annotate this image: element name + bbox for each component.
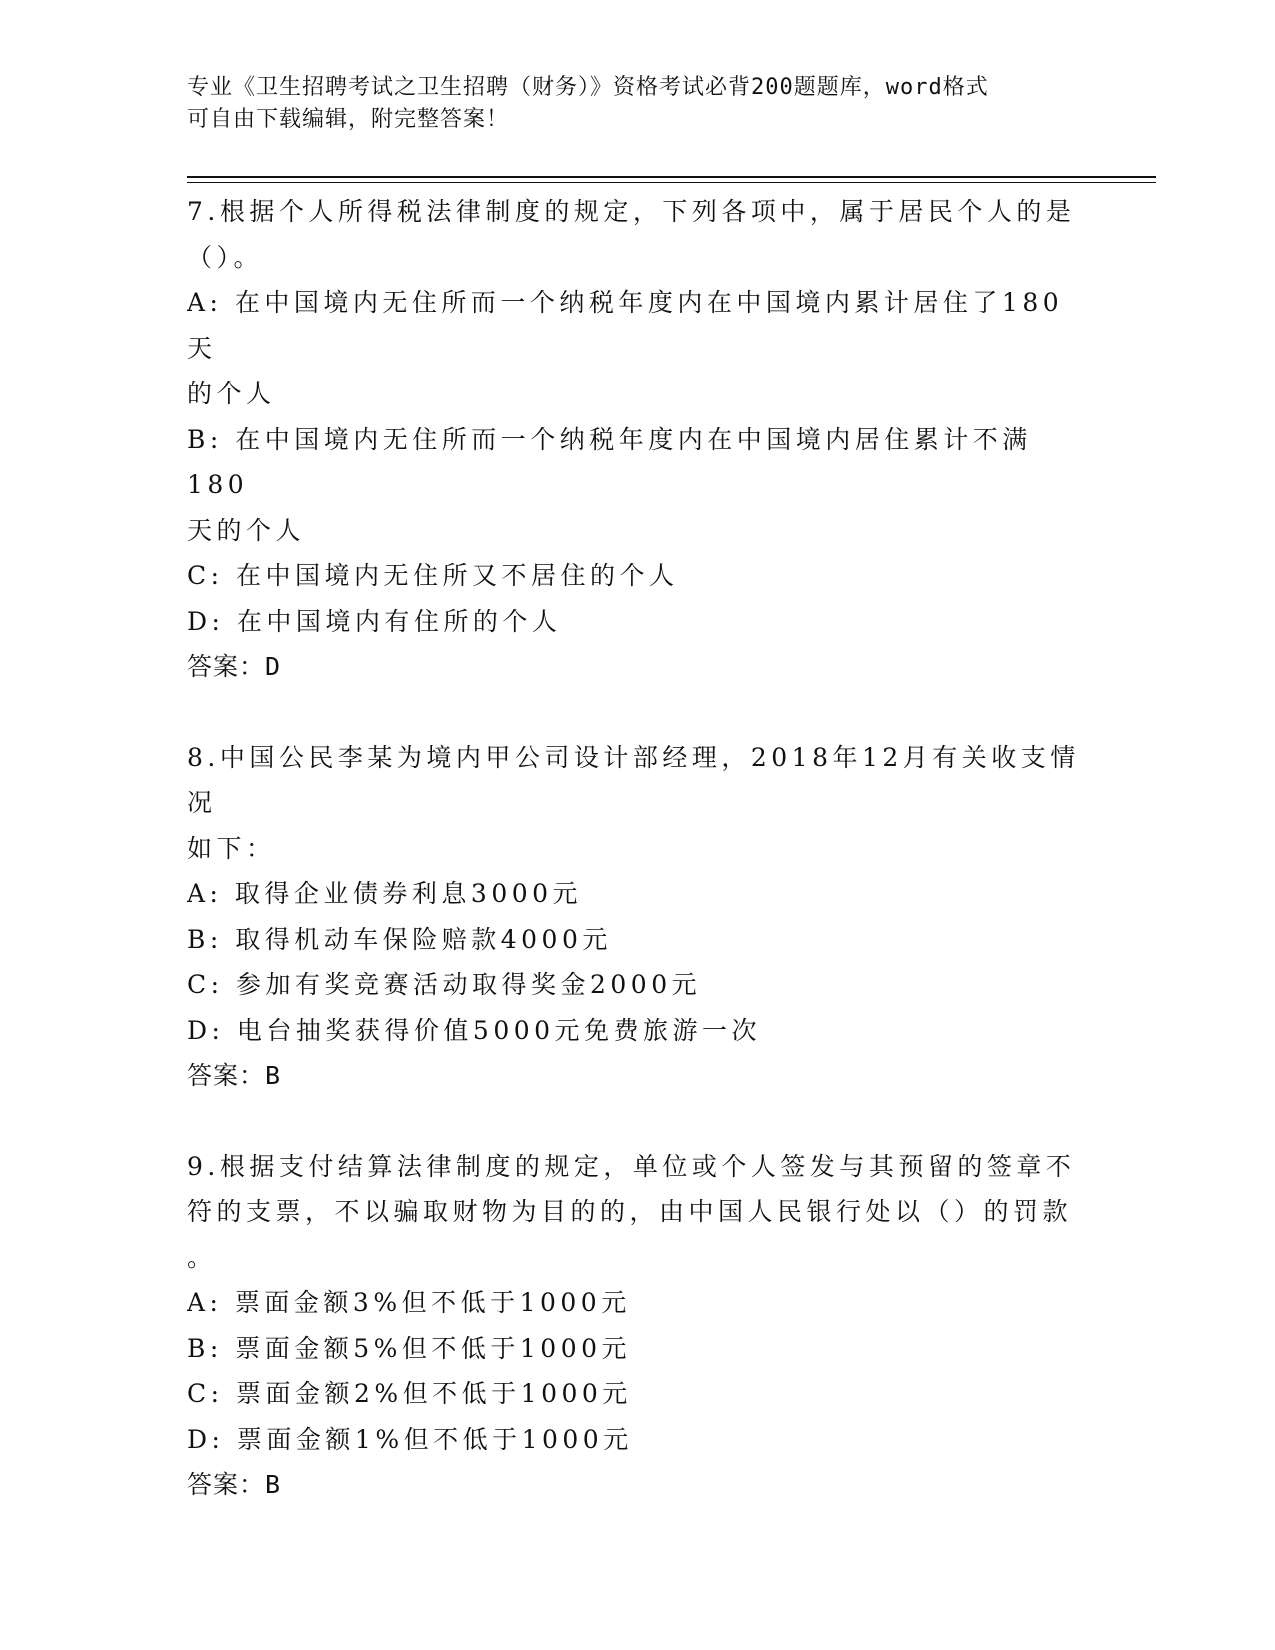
question-spacer [187, 690, 1087, 735]
answer-line: 答案：D [187, 652, 282, 681]
question-stem-line: （）。 [187, 242, 264, 272]
option-c: C: 在中国境内无住所又不居住的个人 [187, 561, 679, 590]
option-c: C: 票面金额2%但不低于1000元 [187, 1379, 632, 1408]
option-a: A: 在中国境内无住所而一个纳税年度内在中国境内累计居住了180天 [187, 288, 1064, 363]
question-7 [187, 189, 1087, 690]
option-b: B: 在中国境内无住所而一个纳税年度内在中国境内居住累计不满180 [187, 424, 1032, 499]
option-d: D: 票面金额1%但不低于1000元 [187, 1424, 633, 1454]
option-a: A: 票面金额3%但不低于1000元 [187, 1288, 631, 1317]
header-line-1: 专业《卫生招聘考试之卫生招聘（财务）》资格考试必背200题题库，word格式 [187, 75, 989, 100]
answer-line: 答案：B [187, 1061, 282, 1090]
question-stem-line: 。 [187, 1242, 217, 1272]
question-9 [187, 1144, 1087, 1508]
header-divider-thin [187, 182, 1156, 183]
question-8 [187, 735, 1087, 1099]
option-a-continued: 的个人 [187, 379, 276, 408]
option-d: D: 电台抽奖获得价值5000元免费旅游一次 [187, 1015, 762, 1045]
option-d: D: 在中国境内有住所的个人 [187, 606, 562, 636]
question-stem-line: 9.根据支付结算法律制度的规定，单位或个人签发与其预留的签章不 [187, 1151, 1076, 1181]
document-header [187, 72, 1067, 136]
option-a: A: 取得企业债券利息3000元 [187, 879, 583, 908]
question-spacer [187, 1099, 1087, 1144]
option-b-continued: 天的个人 [187, 515, 306, 545]
answer-line: 答案：B [187, 1470, 282, 1499]
option-b: B: 票面金额5%但不低于1000元 [187, 1333, 632, 1363]
option-c: C: 参加有奖竞赛活动取得奖金2000元 [187, 970, 702, 999]
question-stem-line: 符的支票，不以骗取财物为目的的，由中国人民银行处以（）的罚款 [187, 1197, 1073, 1226]
question-stem-line: 如下： [187, 833, 276, 863]
question-list [187, 189, 1087, 1508]
option-b: B: 取得机动车保险赔款4000元 [187, 924, 612, 954]
header-divider-thick [187, 176, 1156, 178]
question-stem-line: 8.中国公民李某为境内甲公司设计部经理，2018年12月有关收支情况 [187, 742, 1080, 817]
header-line-2: 可自由下载编辑，附完整答案！ [187, 107, 510, 132]
question-stem-line: 7.根据个人所得税法律制度的规定，下列各项中，属于居民个人的是 [187, 197, 1076, 226]
